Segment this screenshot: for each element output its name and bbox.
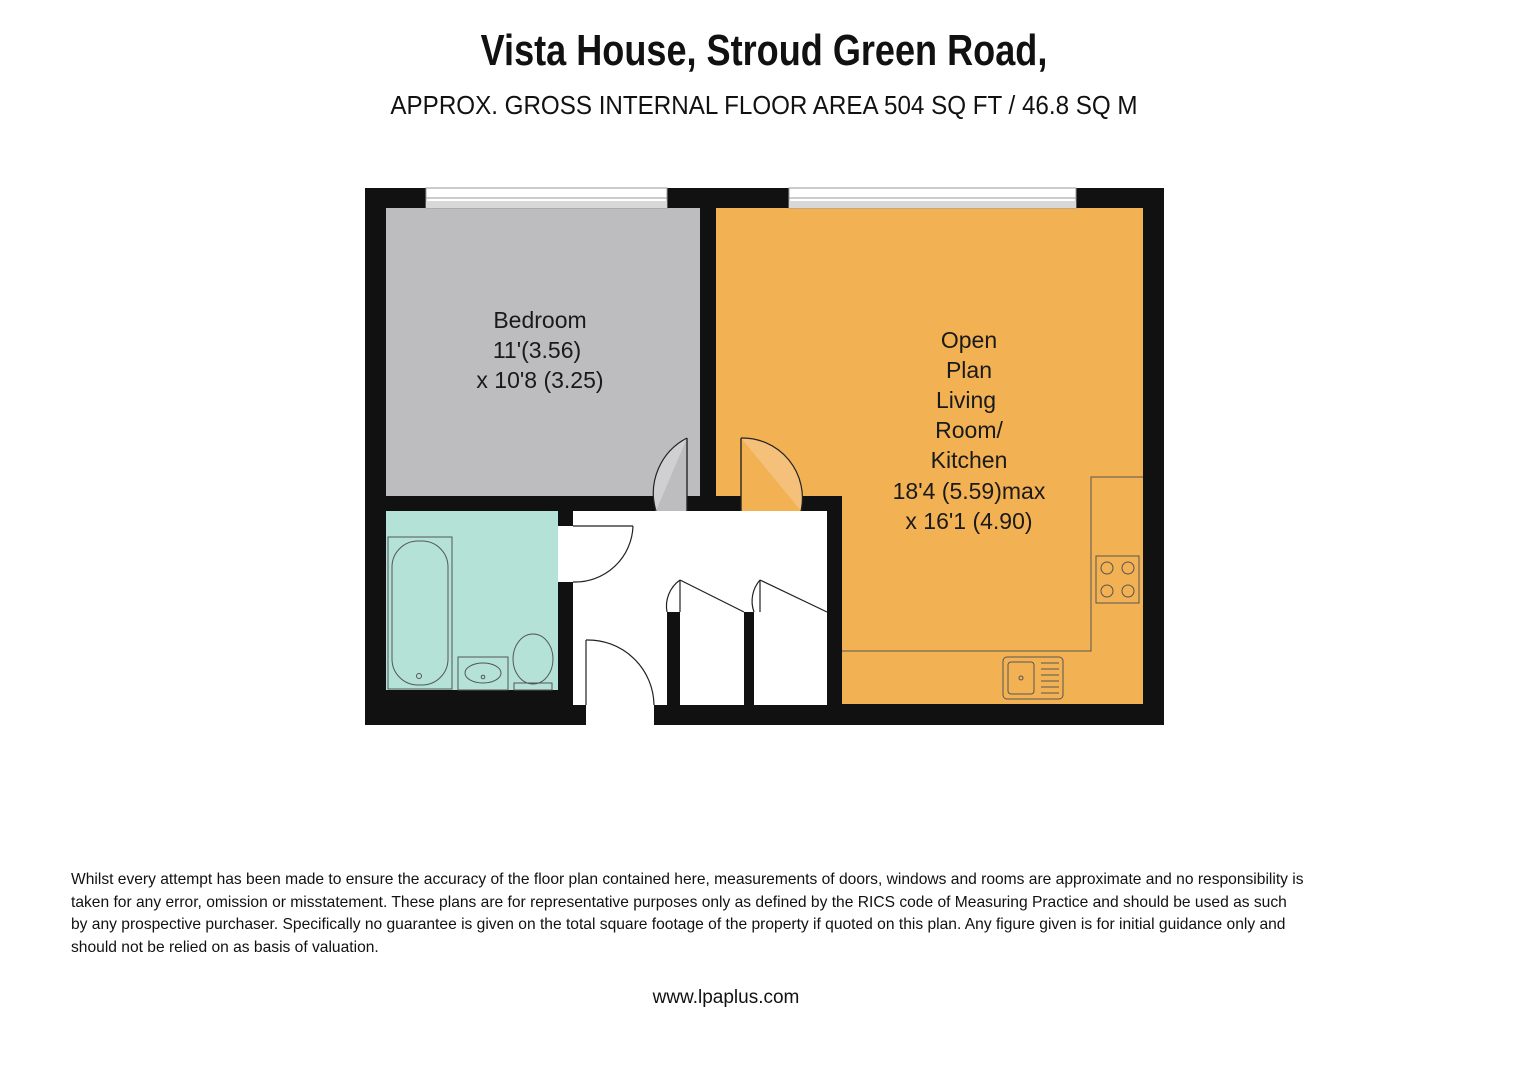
bathroom-area	[386, 511, 558, 691]
bedroom-name: Bedroom	[493, 307, 587, 333]
website-link[interactable]: www.lpaplus.com	[652, 987, 800, 1008]
living-label-line-3: Living	[935, 387, 997, 413]
page-title: Vista House, Stroud Green Road,	[480, 26, 1048, 75]
hallway-area	[573, 511, 827, 705]
living-dimension-2: x 16'1 (4.90)	[905, 508, 1033, 534]
living-dimension-1: 18'4 (5.59)max	[892, 478, 1046, 504]
bedroom-dimension-2: x 10'8 (3.25)	[476, 367, 604, 393]
floor-area-subtitle: APPROX. GROSS INTERNAL FLOOR AREA 504 SQ FT / 46.8 SQ M	[390, 90, 1138, 120]
disclaimer-line-1: Whilst every attempt has been made to ensure the accuracy of the floor plan contained here, measurements of doors, windows and rooms are approximate and no responsibility is	[71, 871, 1304, 888]
disclaimer-line-4: should not be relied on as basis of valuation.	[71, 938, 379, 956]
living-label-line-2: Plan	[945, 357, 993, 383]
living-label-line-4: Room/	[935, 417, 1003, 443]
disclaimer-text	[71, 869, 1371, 959]
disclaimer-line-2: taken for any error, omission or misstatement. These plans are for representative purposes only as defined by the RICS code of Measuring Practice and should be used as such	[71, 893, 1287, 911]
entrance-opening	[586, 705, 654, 725]
living-label-line-5: Kitchen	[930, 447, 1008, 473]
disclaimer-line-3: by any prospective purchaser. Specifically no guarantee is given on the total square footage of the property if quoted on this plan. Any figure given is for initial guidance only and	[71, 916, 1286, 933]
bedroom-dimension-1: 11'(3.56)	[492, 337, 582, 363]
living-label-line-1: Open	[940, 327, 998, 353]
